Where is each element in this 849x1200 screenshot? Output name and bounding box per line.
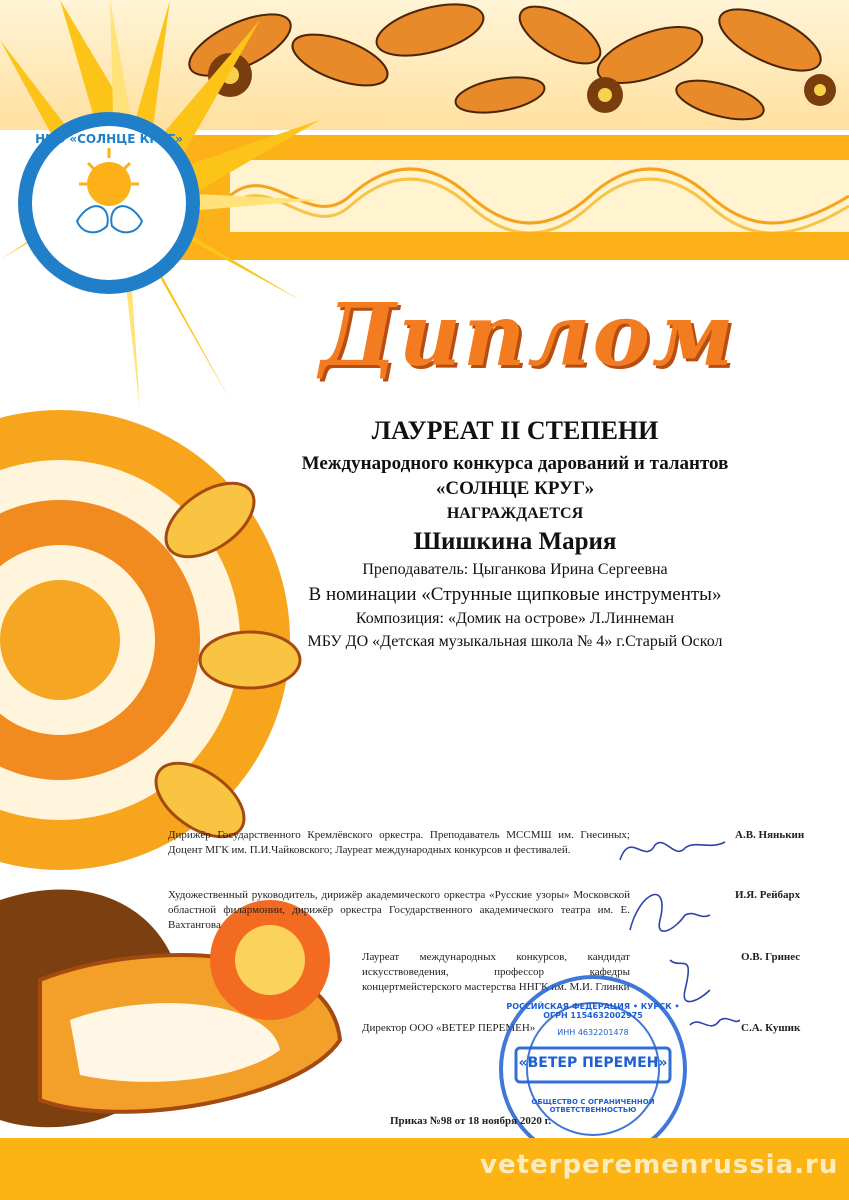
signatory-2-name: И.Я. Рейбарх <box>735 889 801 901</box>
stamp-bottom-text: ОБЩЕСТВО С ОГРАНИЧЕННОЙ ОТВЕТСТВЕННОСТЬЮ <box>531 1098 655 1115</box>
recipient-name: Шишкина Мария <box>413 528 617 555</box>
awarded-label: НАГРАЖДАЕТСЯ <box>446 505 584 522</box>
signatory-1-name: А.В. Нянькин <box>735 829 805 841</box>
signatory-3-description: Лауреат международных конкурсов, кандидат искусствоведения, профессор кафедры концертмейстерского мастерства ННГК им. М.И. Глинки <box>362 951 630 993</box>
diploma-title: Диплом <box>320 285 736 386</box>
signatory-4-name: С.А. Кушик <box>741 1022 801 1034</box>
signatory-3-name: О.В. Гринес <box>741 951 801 963</box>
composition-line: Композиция: «Домик на острове» Л.Линнеман <box>355 610 675 627</box>
signatory-4-description: Директор ООО «ВЕТЕР ПЕРЕМЕН» <box>362 1022 536 1034</box>
logo-text: НКО «СОЛНЦЕ КРУГ» <box>35 132 183 146</box>
signatory-2-description: Художественный руководитель, дирижёр академического оркестра «Русские узоры» Московской областной филармонии, дирижёр оркестра Государственного академического театра им. Е. Вахтангова <box>168 889 630 931</box>
school-line: МБУ ДО «Детская музыкальная школа № 4» г.Старый Оскол <box>307 633 723 650</box>
logo-sun-doves-icon <box>32 126 186 280</box>
contest-name: Международного конкурса дарований и талантов <box>301 453 729 474</box>
signatory-1-description: Дирижёр Государственного Кремлёвского оркестра. Преподаватель МССМШ им. Гнесиных; Доцент МГК им. П.И.Чайковского; Лауреат международных конкурсов и фестивалей. <box>168 829 630 856</box>
contest-title: «СОЛНЦЕ КРУГ» <box>435 478 595 499</box>
nomination-line: В номинации «Струнные щипковые инструменты» <box>308 584 722 605</box>
laureate-degree: ЛАУРЕАТ II СТЕПЕНИ <box>371 416 659 445</box>
stamp-outer-text: РОССИЙСКАЯ ФЕДЕРАЦИЯ • КУРСК • ОГРН 1154632002975 <box>506 1002 680 1020</box>
order-number: Приказ №98 от 18 ноября 2020 г. <box>390 1115 552 1127</box>
website-url: veterperemenrussia.ru <box>480 1150 839 1180</box>
stamp-center-text: «ВЕТЕР ПЕРЕМЕН» <box>518 1055 668 1071</box>
teacher-line: Преподаватель: Цыганкова Ирина Сергеевна <box>362 561 668 578</box>
stamp-inn: ИНН 4632201478 <box>557 1028 629 1037</box>
